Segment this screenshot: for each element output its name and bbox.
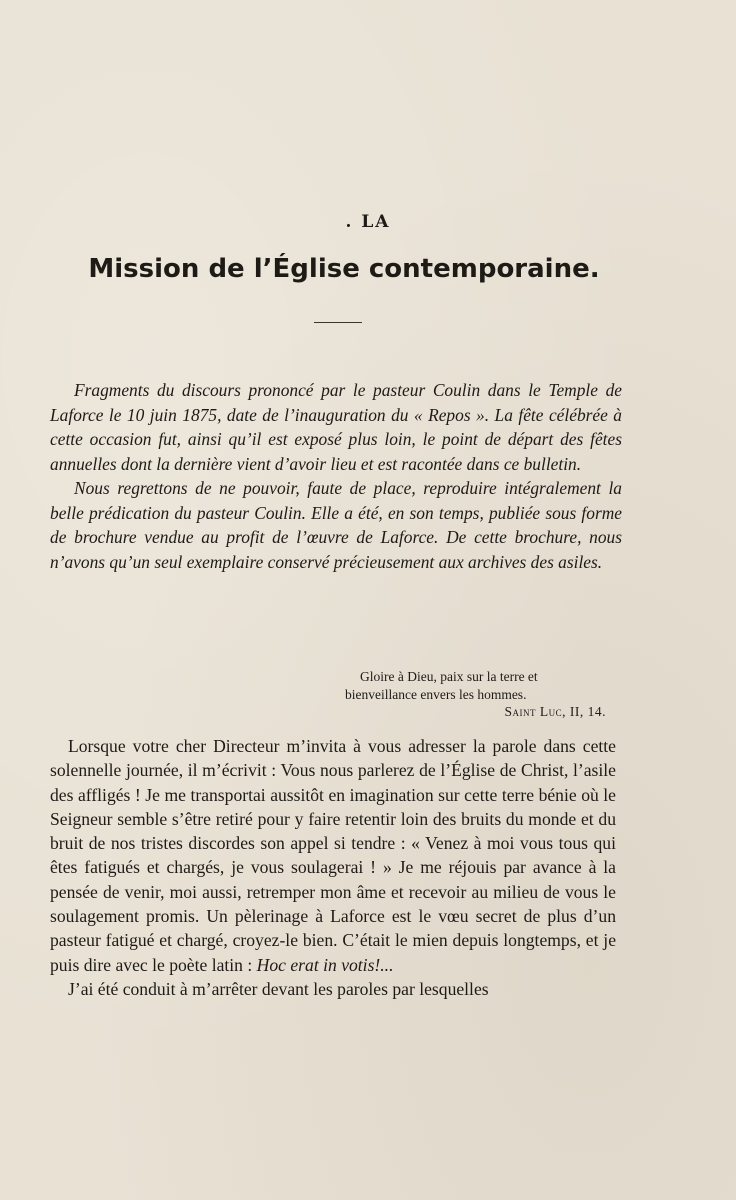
epigraph-source: Saint Luc, II, 14. — [504, 704, 606, 719]
intro-paragraph-2: Nous regrettons de ne pouvoir, faute de place, reproduire intégralement la belle prédication du pasteur Coulin. Elle a été, en son temps, publiée sous forme de brochure vendue au profit de l’œuvre de Laforce. De cette brochure, nous n’avons qu’un seul exemplaire conservé précieusement aux archives des asiles. — [50, 478, 622, 572]
epigraph-line-2: bienveillance envers les hommes. — [345, 686, 527, 702]
epigraph-line-1: Gloire à Dieu, paix sur la terre et — [360, 669, 538, 684]
body-paragraph-1 — [50, 734, 616, 977]
intro-paragraph-1: Fragments du discours prononcé par le pasteur Coulin dans le Temple de Laforce le 10 juin 1875, date de l’inauguration du « Repos ». La fête célébrée à cette occasion fut, ainsi qu’il est exposé plus loin, le point de départ des fêtes annuelles dont la dernière vient d’avoir lieu et est racontée dans ce bulletin. — [50, 380, 622, 474]
title-kicker: . LA — [345, 212, 391, 232]
epigraph — [330, 668, 620, 721]
main-text — [50, 734, 616, 1001]
latin-quote: Hoc erat in votis!... — [256, 954, 394, 975]
title-divider — [314, 322, 362, 323]
body-paragraph-2: J’ai été conduit à m’arrêter devant les paroles par lesquelles — [68, 978, 489, 999]
page-title: Mission de l’Église contemporaine. — [88, 254, 600, 284]
intro-note — [50, 378, 622, 574]
body-paragraph-1-text: Lorsque votre cher Directeur m’invita à vous adresser la parole dans cette solennelle journée, il m’écrivit : Vous nous parlerez de l’Église de Christ, l’asile des affligés ! Je me transportai aussitôt en imagination sur cette terre bénie où le Seigneur semble s’être retiré pour y faire retentir loin des bruits du monde et du bruit de nos tristes discordes son appel si tendre : « Venez à moi vous tous qui êtes fatigués et chargés, je vous soulagerai ! » Je me réjouis par avance à la pensée de venir, moi aussi, retremper mon âme et recevoir au milieu de vous le soulagement promis. Un pèlerinage à Laforce est le vœu secret de plus d’un pasteur fatigué et chargé, croyez-le bien. C’était le mien depuis longtemps, et je puis dire avec le poète latin : — [50, 736, 616, 975]
